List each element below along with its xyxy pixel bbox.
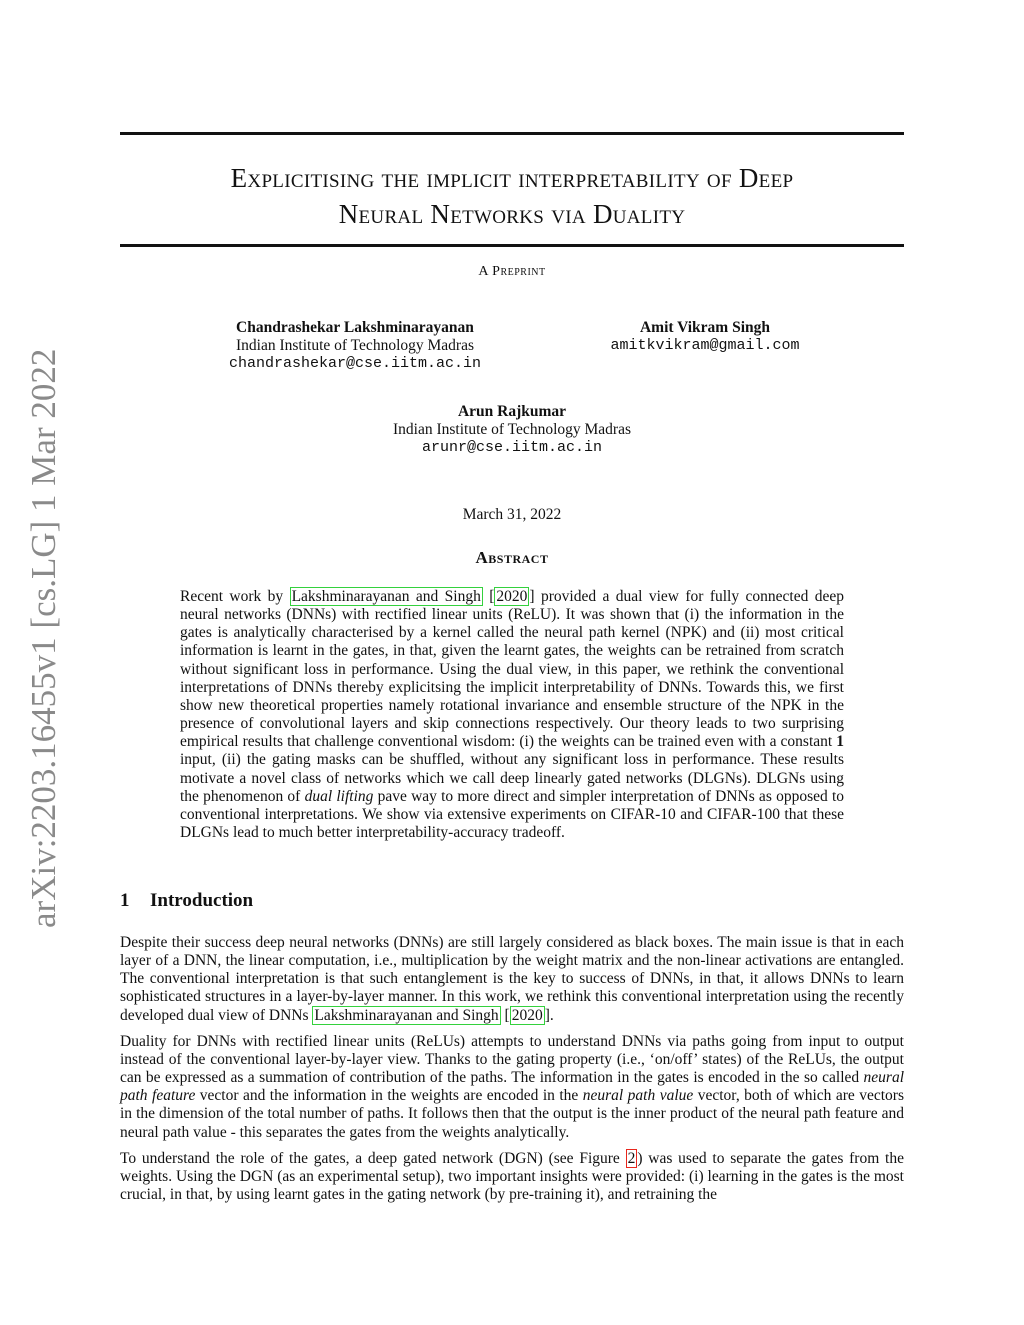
- citation-year-link[interactable]: 2020: [496, 588, 528, 605]
- author-affiliation: Indian Institute of Technology Madras: [393, 421, 631, 438]
- title-top-rule: [120, 132, 904, 135]
- arxiv-side-stamp: arXiv:2203.16455v1 [cs.LG] 1 Mar 2022: [24, 348, 63, 928]
- author-email[interactable]: amitkvikram@gmail.com: [610, 337, 800, 354]
- paper-date: March 31, 2022: [462, 506, 562, 523]
- title-line-2: Neural Networks via Duality: [338, 199, 686, 229]
- abstract-body: Recent work by Lakshminarayanan and Singh [ 2020 ] provided a dual view for fully connected deep neural networks (DNNs) with rectified linear units (ReLU). It was shown that (i) the information in the gates is analytically characterised by a kernel called the neural path kernel (NPK) and (ii) most critical information is learnt in the gates, in that, given the learnt gates, the weights can be retrained from scratch without significant loss in performance. Using the dual view, in this paper, we rethink the conventional interpretations of DNNs thereby explicitsing the implicit interpretability of DNNs. Towards this, we first show new theoretical properties namely rotational invariance and ensemble structure of the NPK in the presence of convolutional layers and skip connections respectively. Our theory leads to two surprising empirical results that challenge conventional wisdom: (i) the weights can be trained even with a constant 1 input, (ii) the gating masks can be shuffled, without any significant loss in performance. These results motivate a novel class of networks which we call deep linearly gated networks (DLGNs). DLGNs using the phenomenon of dual lifting pave way to more direct and simpler interpretation of DNNs as opposed to conventional interpretations. We show via extensive experiments on CIFAR-10 and CIFAR-100 that these DLGNs lead to much better interpretability-accuracy tradeoff.: [180, 588, 845, 842]
- author-name: Arun Rajkumar: [457, 403, 567, 420]
- author-email[interactable]: arunr@cse.iitm.ac.in: [421, 439, 603, 456]
- paragraph: Duality for DNNs with rectified linear units (ReLUs) attempts to understand DNNs via paths going from input to output instead of the conventional layer-by-layer view. Thanks to the gating property (i.e., ‘on/off’ states) of the ReLUs, the output can be expressed as a summation of contribution of the paths. The information in the gates is encoded in the so called neural path feature vector and the information in the weights are encoded in the neural path value vector, both of which are vectors in the dimension of the total number of paths. It follows then that the output is the inner product of the neural path feature and neural path value - this separates the gates from the weights analytically.: [120, 1032, 904, 1141]
- abstract-heading: Abstract: [475, 548, 549, 567]
- citation-link[interactable]: Lakshminarayanan and Singh: [314, 1006, 499, 1024]
- figure-ref-link[interactable]: 2: [627, 1149, 636, 1167]
- title-bottom-rule: [120, 244, 904, 247]
- author-email[interactable]: chandrashekar@cse.iitm.ac.in: [228, 355, 482, 372]
- paper-title: [120, 160, 904, 232]
- author-block-1: [190, 319, 520, 373]
- paragraph: Despite their success deep neural networks (DNNs) are still largely considered as black boxes. The main issue is that in each layer of a DNN, the linear computation, i.e., multiplication by the weight matrix and the non-linear activations are entangled. The conventional interpretation is that such entanglement is the key to success of DNNs, in that, it allows DNNs to learn sophisticated structures in a layer-by-layer manner. In this work, we rethink this conventional interpretation using the recently developed dual view of DNNs Lakshminarayanan and Singh [ 2020 ].: [120, 934, 904, 1024]
- citation-link[interactable]: Lakshminarayanan and Singh: [291, 588, 481, 605]
- author-block-2: [570, 319, 840, 355]
- section-heading: 1 Introduction: [120, 890, 254, 911]
- author-name: Amit Vikram Singh: [639, 319, 771, 336]
- intro-body: [120, 934, 904, 1212]
- citation-year-link[interactable]: 2020: [511, 1006, 543, 1024]
- author-affiliation: Indian Institute of Technology Madras: [236, 337, 474, 354]
- author-name: Chandrashekar Lakshminarayanan: [236, 319, 474, 336]
- paragraph: To understand the role of the gates, a deep gated network (DGN) (see Figure 2 ) was used to separate the gates from the weights. Using the DGN (as an experimental setup), two important insights were provided: (i) learning in the gates is the most crucial, in that, by using learnt gates in the gating network (by pre-training it), and retraining the: [120, 1149, 904, 1204]
- author-block-3: [352, 403, 672, 457]
- preprint-label: A Preprint: [478, 264, 546, 279]
- title-line-1: Explicitising the implicit interpretability of Deep: [230, 163, 794, 193]
